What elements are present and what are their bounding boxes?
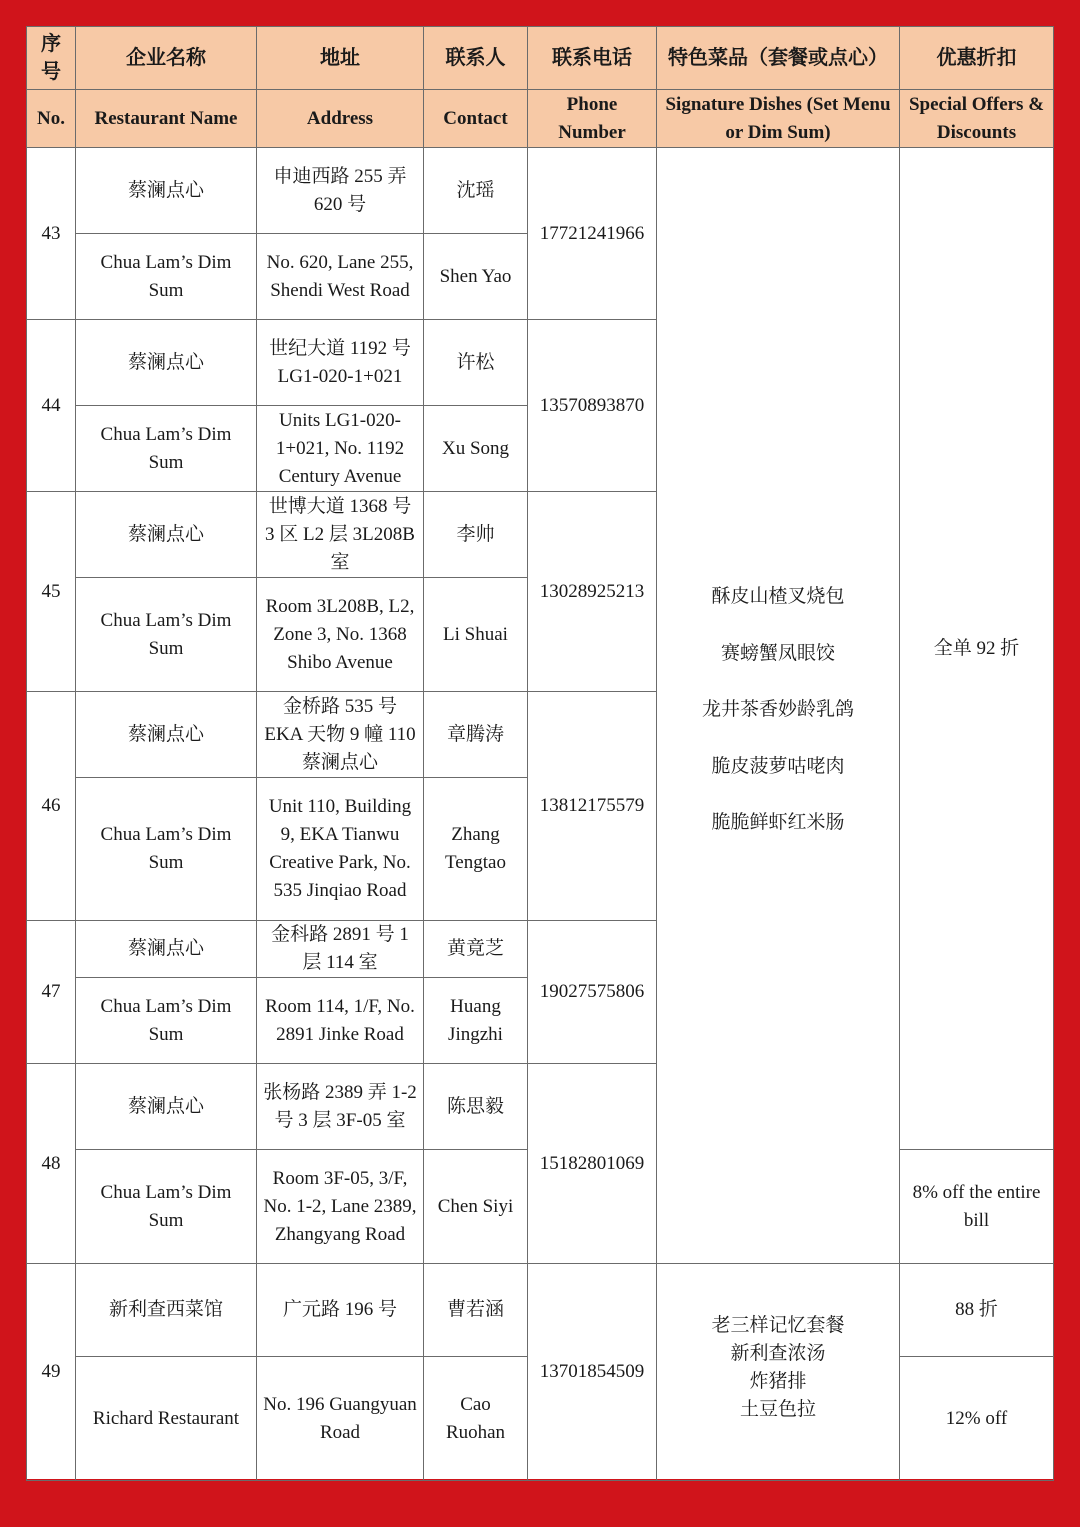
header-address-en: Address [257,90,424,148]
entry-number: 47 [27,921,76,1064]
header-no-zh: 序号 [27,27,76,90]
restaurant-discount-table [26,26,1054,1481]
restaurant-name-en: Chua Lam’s Dim Sum [76,578,257,692]
address-en: No. 620, Lane 255, Shendi West Road [257,234,424,320]
address-en: Unit 110, Building 9, EKA Tianwu Creative Park, No. 535 Jinqiao Road [257,778,424,921]
contact-en: Shen Yao [424,234,528,320]
entry-number: 48 [27,1064,76,1264]
dish-item: 龙井茶香妙龄乳鸽 [701,699,854,721]
contact-zh: 章腾涛 [424,692,528,778]
address-zh: 金科路 2891 号 1 层 114 室 [257,921,424,978]
phone-number: 19027575806 [528,921,657,1064]
restaurant-name-en: Chua Lam’s Dim Sum [76,1150,257,1264]
header-no-en: No. [27,90,76,148]
header-offers-en: Special Offers & Discounts [900,90,1054,148]
entry-number: 45 [27,492,76,692]
header-row-en [27,90,1054,148]
restaurant-name-zh: 新利查西菜馆 [76,1264,257,1357]
contact-zh: 许松 [424,320,528,406]
address-zh: 广元路 196 号 [257,1264,424,1357]
phone-number: 17721241966 [528,148,657,320]
phone-number: 13570893870 [528,320,657,492]
header-dishes-zh: 特色菜品（套餐或点心） [657,27,900,90]
dish-item: 炸猪排 [749,1371,807,1392]
dish-item: 脆皮菠萝咕咾肉 [711,755,845,777]
phone-number: 13028925213 [528,492,657,692]
contact-zh: 沈瑶 [424,148,528,234]
header-contact-en: Contact [424,90,528,148]
header-row-zh [27,27,1054,90]
phone-number: 15182801069 [528,1064,657,1264]
offer-zh-richard: 88 折 [900,1264,1054,1357]
dish-item: 老三样记忆套餐 [711,1315,845,1336]
address-zh: 张杨路 2389 弄 1-2 号 3 层 3F-05 室 [257,1064,424,1150]
header-name-zh: 企业名称 [76,27,257,90]
dish-item: 脆脆鲜虾红米肠 [711,812,845,834]
restaurant-name-zh: 蔡澜点心 [76,320,257,406]
header-offers-zh: 优惠折扣 [900,27,1054,90]
contact-zh: 李帅 [424,492,528,578]
restaurant-name-zh: 蔡澜点心 [76,492,257,578]
restaurant-name-en: Chua Lam’s Dim Sum [76,778,257,921]
restaurant-name-en: Chua Lam’s Dim Sum [76,234,257,320]
table-row [27,148,1054,234]
address-zh: 金桥路 535 号 EKA 天物 9 幢 110 蔡澜点心 [257,692,424,778]
restaurant-name-en: Richard Restaurant [76,1357,257,1481]
header-contact-zh: 联系人 [424,27,528,90]
signature-dishes-chualam [657,148,900,1264]
header-phone-en: Phone Number [528,90,657,148]
address-zh: 世纪大道 1192 号 LG1-020-1+021 [257,320,424,406]
entry-number: 49 [27,1264,76,1481]
offer-en-richard: 12% off [900,1357,1054,1481]
header-address-zh: 地址 [257,27,424,90]
contact-en: Zhang Tengtao [424,778,528,921]
contact-en: Chen Siyi [424,1150,528,1264]
dish-item: 新利查浓汤 [730,1343,826,1364]
restaurant-name-zh: 蔡澜点心 [76,921,257,978]
dish-item: 土豆色拉 [739,1399,816,1420]
entry-number: 44 [27,320,76,492]
header-dishes-en: Signature Dishes (Set Menu or Dim Sum) [657,90,900,148]
table-row [27,1264,1054,1357]
contact-zh: 黄竟芝 [424,921,528,978]
signature-dishes-richard [657,1264,900,1481]
contact-en: Xu Song [424,406,528,492]
offer-en-chualam: 8% off the entire bill [900,1150,1054,1264]
contact-zh: 陈思毅 [424,1064,528,1150]
entry-number: 43 [27,148,76,320]
header-phone-zh: 联系电话 [528,27,657,90]
discount-table-sheet [26,26,1053,1479]
entry-number: 46 [27,692,76,921]
dish-item: 赛螃蟹凤眼饺 [720,642,835,664]
address-zh: 申迪西路 255 弄 620 号 [257,148,424,234]
offer-zh-chualam: 全单 92 折 [900,148,1054,1150]
address-en: Room 114, 1/F, No. 2891 Jinke Road [257,978,424,1064]
restaurant-name-zh: 蔡澜点心 [76,692,257,778]
address-zh: 世博大道 1368 号 3 区 L2 层 3L208B 室 [257,492,424,578]
dish-item: 酥皮山楂叉烧包 [711,586,845,608]
address-en: Room 3F-05, 3/F, No. 1-2, Lane 2389, Zhangyang Road [257,1150,424,1264]
contact-en: Cao Ruohan [424,1357,528,1481]
address-en: Units LG1-020-1+021, No. 1192 Century Avenue [257,406,424,492]
header-name-en: Restaurant Name [76,90,257,148]
restaurant-name-zh: 蔡澜点心 [76,148,257,234]
contact-zh: 曹若涵 [424,1264,528,1357]
contact-en: Li Shuai [424,578,528,692]
phone-number: 13701854509 [528,1264,657,1481]
restaurant-name-en: Chua Lam’s Dim Sum [76,978,257,1064]
restaurant-name-zh: 蔡澜点心 [76,1064,257,1150]
restaurant-name-en: Chua Lam’s Dim Sum [76,406,257,492]
phone-number: 13812175579 [528,692,657,921]
address-en: Room 3L208B, L2, Zone 3, No. 1368 Shibo Avenue [257,578,424,692]
contact-en: Huang Jingzhi [424,978,528,1064]
address-en: No. 196 Guangyuan Road [257,1357,424,1481]
